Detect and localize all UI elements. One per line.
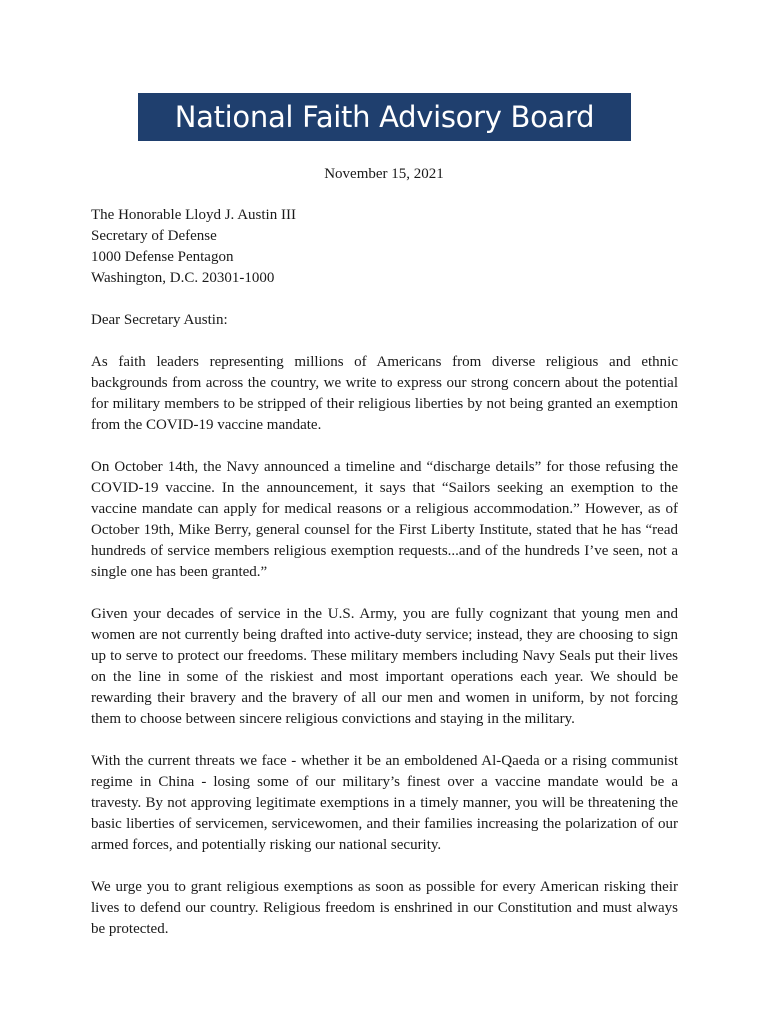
recipient-address (91, 205, 678, 289)
body-paragraph-5: We urge you to grant religious exemptions as soon as possible for every American risking their lives to defend our country. Religious freedom is enshrined in our Constitution and must always be protected. (91, 879, 678, 937)
recipient-title: Secretary of Defense (91, 228, 217, 244)
recipient-name: The Honorable Lloyd J. Austin III (91, 207, 296, 223)
letterhead-banner (138, 93, 631, 141)
salutation: Dear Secretary Austin: (91, 312, 228, 328)
body-paragraph-1: As faith leaders representing millions of Americans from diverse religious and ethnic backgrounds from across the country, we write to express our strong concern about the potential for military members to be stripped of their religious liberties by not being granted an exemption from the COVID-19 vaccine mandate. (91, 354, 678, 433)
letter-date: November 15, 2021 (324, 166, 444, 182)
recipient-city: Washington, D.C. 20301-1000 (91, 270, 275, 286)
body-paragraph-2: On October 14th, the Navy announced a timeline and “discharge details” for those refusing the COVID-19 vaccine. In the announcement, it says that “Sailors seeking an exemption to the vaccine mandate can apply for medical reasons or a religious accommodation.” However, as of October 19th, Mike Berry, general counsel for the First Liberty Institute, stated that he has “read hundreds of service members religious exemption requests...and of the hundreds I’ve seen, not a single one has been granted.” (91, 459, 678, 580)
body-paragraph-3: Given your decades of service in the U.S. Army, you are fully cognizant that young men and women are not currently being drafted into active-duty service; instead, they are choosing to sign up to serve to protect our freedoms. These military members including Navy Seals put their lives on the line in some of the riskiest and most important operations each year. We should be rewarding their bravery and the bravery of all our men and women in uniform, by not forcing them to choose between sincere religious convictions and staying in the military. (91, 606, 678, 727)
recipient-street: 1000 Defense Pentagon (91, 249, 234, 265)
letterhead-title: National Faith Advisory Board (174, 100, 595, 134)
body-paragraph-4: With the current threats we face - whether it be an emboldened Al-Qaeda or a rising communist regime in China - losing some of our military’s finest over a vaccine mandate would be a travesty. By not approving legitimate exemptions in a timely manner, you will be threatening the basic liberties of servicemen, servicewomen, and their families increasing the polarization of our armed forces, and potentially risking our national security. (91, 753, 678, 853)
letter-content (91, 205, 678, 940)
